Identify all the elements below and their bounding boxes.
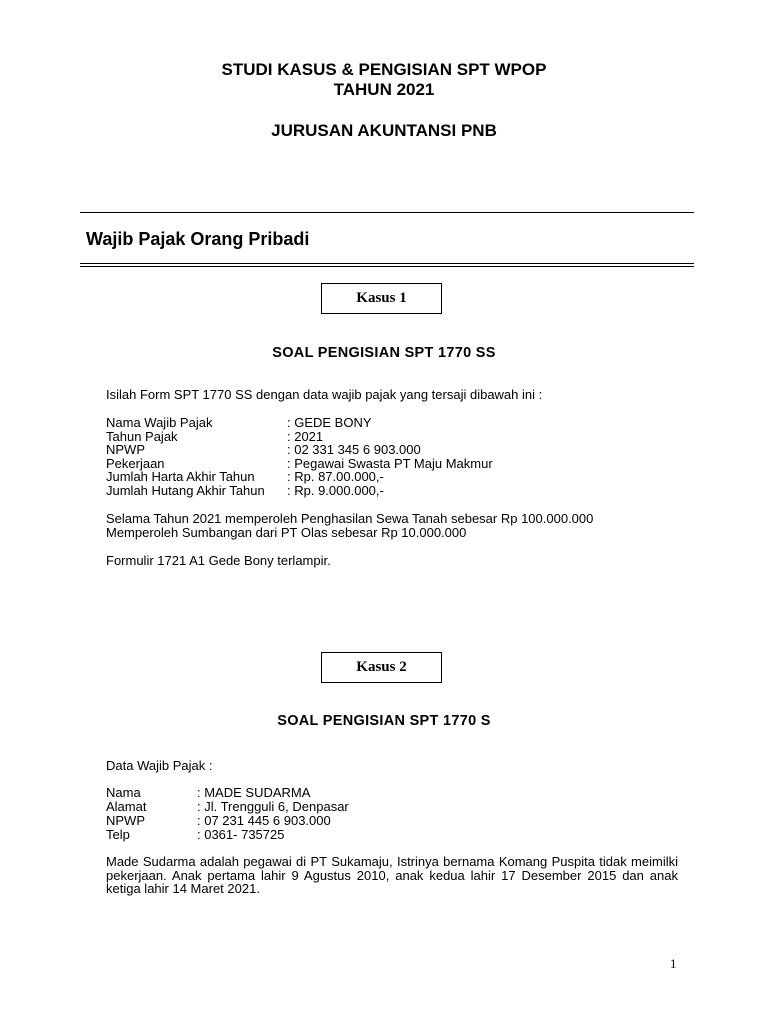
field-value: : Pegawai Swasta PT Maju Makmur <box>287 455 493 471</box>
field-key: Nama Wajib Pajak <box>106 415 213 430</box>
field-key: NPWP <box>106 442 145 457</box>
section-title: Wajib Pajak Orang Pribadi <box>86 229 310 249</box>
field-value: : Jl. Trengguli 6, Denpasar <box>197 799 349 814</box>
page-number: 1 <box>670 956 677 971</box>
field-value: : Rp. 9.000.000,- <box>287 482 384 498</box>
kasus-1-income-line1: Selama Tahun 2021 memperoleh Penghasilan Sewa Tanah sebesar Rp 100.000.000 <box>106 511 594 526</box>
kasus-2-paragraph: Made Sudarma adalah pegawai di PT Sukamaju, Istrinya bernama Komang Puspita tidak meimilki pekerjaan. Anak pertama lahir 9 Agustus 2010, anak kedua lahir 17 Desember 2015 dan anak ketiga lahir 14 Maret 2021. <box>106 854 678 896</box>
doc-subtitle: JURUSAN AKUNTANSI PNB <box>271 121 497 140</box>
field-key: NPWP <box>106 813 145 828</box>
field-value: : 2021 <box>287 428 324 444</box>
kasus-2-intro: Data Wajib Pajak : <box>106 758 213 773</box>
field-key: Jumlah Hutang Akhir Tahun <box>106 482 265 498</box>
kasus-1-intro: Isilah Form SPT 1770 SS dengan data wajib pajak yang tersaji dibawah ini : <box>106 387 543 402</box>
field-key: Alamat <box>106 799 147 814</box>
kasus-2-label: Kasus 2 <box>356 659 407 675</box>
field-value: : 07 231 445 6 903.000 <box>197 813 331 828</box>
field-value: : GEDE BONY <box>287 415 372 430</box>
field-value: : Rp. 87.00.000,- <box>287 469 384 484</box>
field-key: Jumlah Harta Akhir Tahun <box>106 469 255 484</box>
kasus-1-box <box>321 283 442 314</box>
field-value: : 02 331 345 6 903.000 <box>287 442 421 457</box>
doc-title-line1: STUDI KASUS & PENGISIAN SPT WPOP <box>221 60 547 79</box>
kasus-1-income-line2: Memperoleh Sumbangan dari PT Olas sebesar Rp 10.000.000 <box>106 525 467 540</box>
field-value: : 0361- 735725 <box>197 827 285 842</box>
bottom-double-rule <box>80 263 694 267</box>
top-rule <box>80 212 694 213</box>
field-value: : MADE SUDARMA <box>197 785 311 800</box>
kasus-1-note: Formulir 1721 A1 Gede Bony terlampir. <box>106 553 331 568</box>
kasus-2-box <box>321 652 442 683</box>
kasus-2-soal-title: SOAL PENGISIAN SPT 1770 S <box>277 713 491 729</box>
field-key: Nama <box>106 785 141 800</box>
field-key: Tahun Pajak <box>106 428 178 444</box>
field-key: Telp <box>106 827 130 842</box>
doc-title-line2: TAHUN 2021 <box>333 80 435 99</box>
kasus-1-soal-title: SOAL PENGISIAN SPT 1770 SS <box>272 345 496 361</box>
kasus-1-label: Kasus 1 <box>356 290 407 306</box>
field-key: Pekerjaan <box>106 455 165 471</box>
